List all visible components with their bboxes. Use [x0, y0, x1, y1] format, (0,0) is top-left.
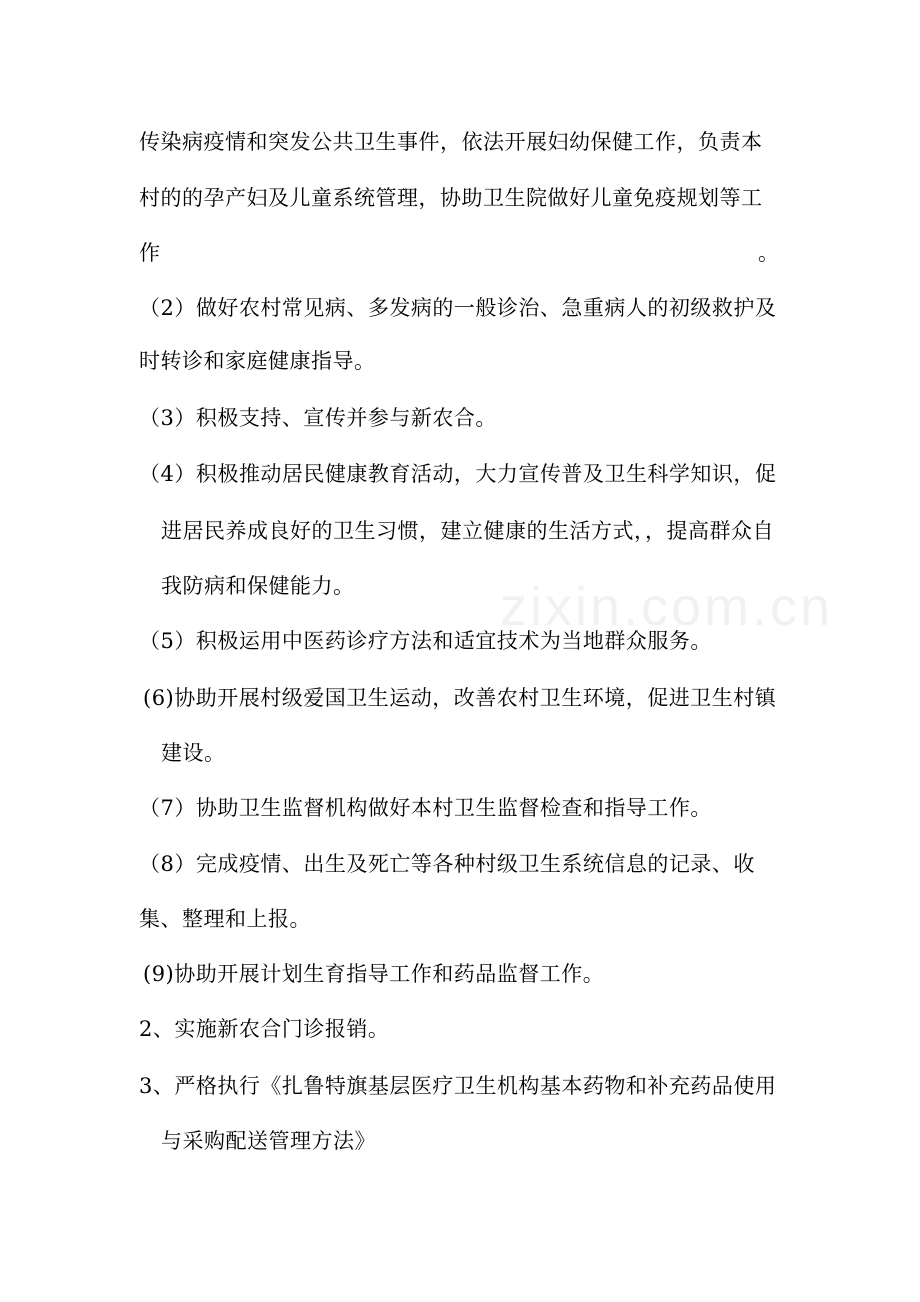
item-3: （3）积极支持、宣传并参与新农合。 — [139, 406, 497, 430]
trailing-period: 。 — [758, 241, 779, 265]
item-4-line-2: 进居民养成良好的卫生习惯，建立健康的生活方式，，提高群众自 — [161, 519, 774, 543]
item-8-line-1: （8）完成疫情、出生及死亡等各种村级卫生系统信息的记录、收 — [139, 852, 755, 876]
item-6-line-1: (6)协助开展村级爱国卫生运动，改善农村卫生环境，促进卫生村镇 — [143, 686, 777, 710]
item-8-line-2: 集、整理和上报。 — [139, 907, 311, 931]
item-2-line-2: 时转诊和家庭健康指导。 — [139, 349, 376, 373]
item-5: （5）积极运用中医药诊疗方法和适宜技术为当地群众服务。 — [139, 629, 712, 653]
watermark: zixin.com.cn — [500, 577, 834, 637]
section-3-line-2: 与采购配送管理方法》 — [161, 1129, 376, 1153]
text-line: 传染病疫情和突发公共卫生事件，依法开展妇幼保健工作，负责本 — [139, 130, 763, 154]
item-4-line-3: 我防病和保健能力。 — [161, 574, 355, 598]
text-line: 村的的孕产妇及儿童系统管理，协助卫生院做好儿童免疫规划等工 — [139, 186, 763, 210]
item-9: (9)协助开展计划生育指导工作和药品监督工作。 — [143, 962, 605, 986]
section-3-line-1: 3、严格执行《扎鲁特旗基层医疗卫生机构基本药物和补充药品使用 — [139, 1074, 777, 1098]
item-2-line-1: （2）做好农村常见病、多发病的一般诊治、急重病人的初级救护及 — [139, 296, 777, 320]
item-7: （7）协助卫生监督机构做好本村卫生监督检查和指导工作。 — [139, 796, 712, 820]
text-line: 作 — [139, 241, 161, 265]
section-2: 2、实施新农合门诊报销。 — [139, 1017, 390, 1041]
item-6-line-2: 建设。 — [161, 741, 226, 765]
item-4-line-1: （4）积极推动居民健康教育活动，大力宣传普及卫生科学知识，促 — [139, 462, 777, 486]
